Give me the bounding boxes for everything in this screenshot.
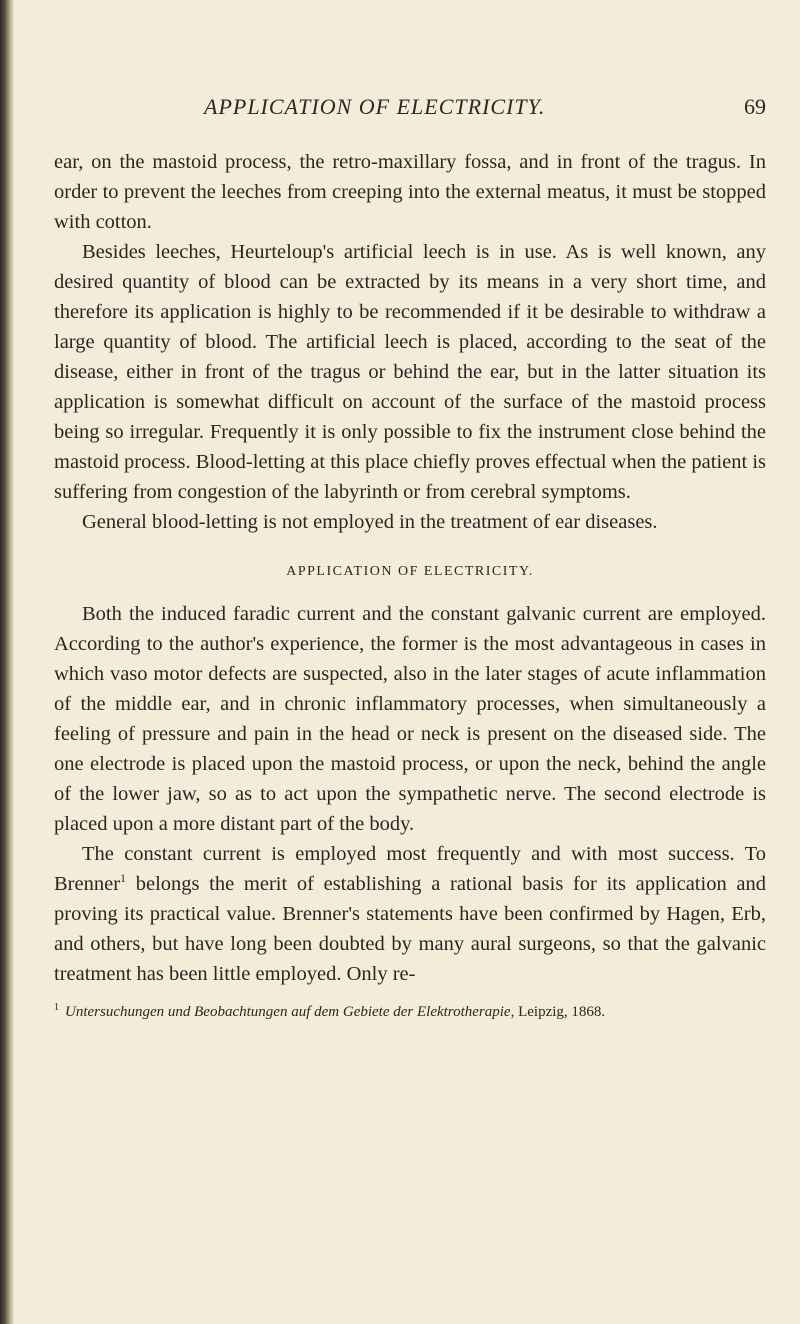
text-after-reference: belongs the merit of establishing a rational basis for its application and proving its practical value. Brenner's statements have been confirmed by Hagen, Erb, and others, but have long been doubted by many aural surgeons, so that the galvanic treatment has been little employed. Only re- — [54, 873, 766, 985]
section-heading: APPLICATION OF ELECTRICITY. — [286, 564, 534, 579]
paragraph-constant-current — [54, 839, 766, 989]
paragraph-general-bloodletting: General blood-letting is not employed in the treatment of ear diseases. — [82, 511, 658, 533]
footnote-title: Untersuchungen und Beobachtungen auf dem Gebiete der Elektrotherapie, — [65, 1004, 515, 1020]
body-text — [54, 147, 766, 1023]
paragraph-continued: ear, on the mastoid process, the retro-maxillary fossa, and in front of the tragus. In order to prevent the leeches from creeping into the external meatus, it must be stopped with cotton. — [54, 151, 766, 233]
running-head-title: APPLICATION OF ELECTRICITY. — [204, 94, 546, 119]
text-before-reference: The constant current is employed most frequently and with most success. To Brenner — [54, 843, 766, 895]
footnote-reference-mark: 1 — [120, 871, 127, 886]
footnote-mark: 1 — [54, 1002, 59, 1013]
paragraph-artificial-leech: Besides leeches, Heurteloup's artificial leech is in use. As is well known, any desired quantity of blood can be extracted by its means in a very short time, and therefore its application is highly to be recommended if it be desirable to withdraw a large quantity of blood. The artificial leech is placed, according to the seat of the disease, either in front of the tragus or behind the ear, but in the latter situation its application is somewhat difficult on account of the surface of the mastoid process being so irregular. Frequently it is only possible to fix the instrument close behind the mastoid process. Blood-letting at this place chiefly proves effectual when the patient is suffering from congestion of the labyrinth or from cerebral symptoms. — [54, 241, 766, 503]
page-number: 69 — [744, 94, 766, 119]
running-head — [54, 94, 766, 124]
book-gutter-shadow — [0, 0, 14, 1324]
footnote — [54, 997, 766, 1023]
footnote-place-date: Leipzig, 1868. — [514, 1004, 606, 1020]
paragraph-faradic-current: Both the induced faradic current and the constant galvanic current are employed. According to the author's experience, the former is the most advantageous in cases in which vaso motor defects are suspected, also in the later stages of acute inflammation of the middle ear, and in chronic inflammatory processes, when simultaneously a feeling of pressure and pain in the head or neck is present on the diseased side. The one electrode is placed upon the mastoid process, or upon the neck, behind the angle of the lower jaw, so as to act upon the sympathetic nerve. The second electrode is placed upon a more distant part of the body. — [54, 603, 766, 835]
